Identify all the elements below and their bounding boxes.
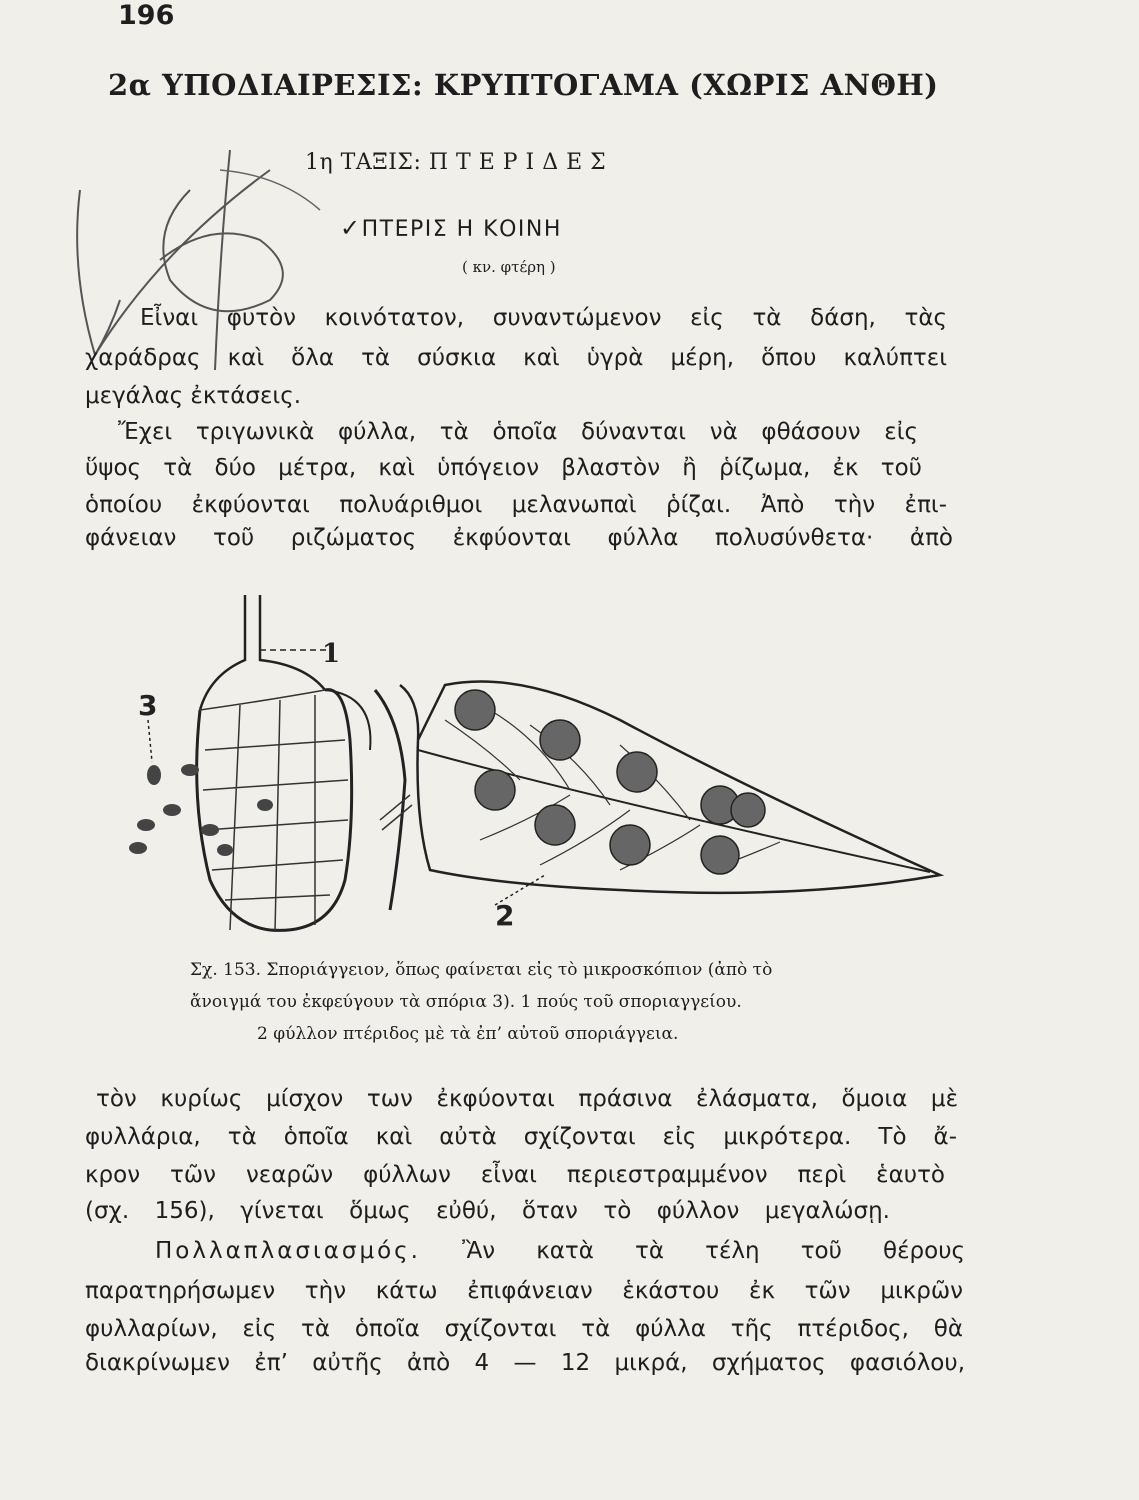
paragraph1-line: μεγάλας ἐκτάσεις. bbox=[85, 383, 302, 409]
handwritten-scribble bbox=[40, 130, 340, 380]
sporangium-drawing bbox=[197, 595, 371, 932]
paragraph3-line: κρον τῶν νεαρῶν φύλλων εἶναι περιεστραμμένον περὶ ἑαυτὸ bbox=[85, 1162, 945, 1188]
paragraph4-line: παρατηρήσωμεν τὴν κάτω ἐπιφάνειαν ἑκάστου ἐκ τῶν μικρῶν bbox=[85, 1278, 963, 1304]
figure-caption-line: ἄνοιγμά του ἐκφεύγουν τὰ σπόρια 3). 1 πούς τοῦ σποριαγγείου. bbox=[190, 992, 742, 1012]
paragraph4-heading: Πολλαπλασιασμός. bbox=[155, 1238, 421, 1264]
paragraph2-line: ὁποίου ἐκφύονται πολυάριθμοι μελανωπαὶ ῥίζαι. Ἀπὸ τὴν ἐπι- bbox=[85, 492, 947, 518]
paragraph2-line: ὕψος τὰ δύο μέτρα, καὶ ὑπόγειον βλαστὸν ἢ ῥίζωμα, ἐκ τοῦ bbox=[85, 455, 922, 481]
species-name: ΠΤΕΡΙΣ Η ΚΟΙΝΗ bbox=[361, 217, 562, 242]
figure-caption-line: 2 φύλλον πτέριδος μὲ τὰ ἐπ’ αὐτοῦ σποριάγγεια. bbox=[257, 1024, 679, 1044]
paragraph1-line: Εἶναι φυτὸν κοινότατον, συναντώμενον εἰς τὰ δάση, τὰς bbox=[140, 305, 947, 331]
paragraph1-line: χαράδρας καὶ ὅλα τὰ σύσκια καὶ ὑγρὰ μέρη, ὅπου καλύπτει bbox=[85, 345, 947, 371]
paragraph3-line: τὸν κυρίως μίσχον των ἐκφύονται πράσινα ἐλάσματα, ὅμοια μὲ bbox=[96, 1086, 958, 1112]
paragraph4-line: διακρίνωμεν ἐπ’ αὐτῆς ἀπὸ 4 — 12 μικρά, σχήματος φασιόλου, bbox=[85, 1350, 965, 1376]
paragraph2-line: Ἔχει τριγωνικὰ φύλλα, τὰ ὁποῖα δύνανται νὰ φθάσουν εἰς bbox=[118, 419, 918, 445]
paragraph2-line: φάνειαν τοῦ ριζώματος ἐκφύονται φύλλα πολυσύνθετα· ἀπὸ bbox=[85, 525, 953, 551]
figure-label-1: 1 bbox=[322, 639, 341, 669]
paragraph3-line: φυλλάρια, τὰ ὁποῖα καὶ αὐτὰ σχίζονται εἰς μικρότερα. Τὸ ἄ- bbox=[85, 1124, 957, 1150]
species-title bbox=[340, 214, 562, 242]
section-title: 2α ΥΠΟΔΙΑΙΡΕΣΙΣ: ΚΡΥΠΤΟΓΑΜΑ (ΧΩΡΙΣ ΑΝΘΗ) bbox=[108, 68, 939, 102]
figure-label-2: 2 bbox=[495, 899, 515, 932]
paragraph3-line: (σχ. 156), γίνεται ὅμως εὐθύ, ὅταν τὸ φύλλον μεγαλώσῃ. bbox=[85, 1198, 890, 1224]
sporangium-figure bbox=[100, 580, 960, 940]
paragraph4-line: φυλλαρίων, εἰς τὰ ὁποῖα σχίζονται τὰ φύλλα τῆς πτέριδος, θὰ bbox=[85, 1316, 963, 1342]
class-title: 1η ΤΑΞΙΣ: Π Τ Ε Ρ Ι Δ Ε Σ bbox=[305, 150, 607, 175]
paragraph4-first-rest: Ἂν κατὰ τὰ τέλη τοῦ θέρους bbox=[462, 1238, 966, 1264]
figure-caption-line: Σχ. 153. Σποριάγγειον, ὅπως φαίνεται εἰς τὸ μικροσκόπιον (ἀπὸ τὸ bbox=[190, 960, 773, 980]
figure-label-3: 3 bbox=[138, 689, 158, 722]
check-mark-icon: ✓ bbox=[340, 214, 362, 242]
common-name: ( κν. φτέρη ) bbox=[462, 258, 556, 276]
page-number: 196 bbox=[118, 0, 175, 31]
paragraph4-first-line bbox=[155, 1238, 965, 1264]
